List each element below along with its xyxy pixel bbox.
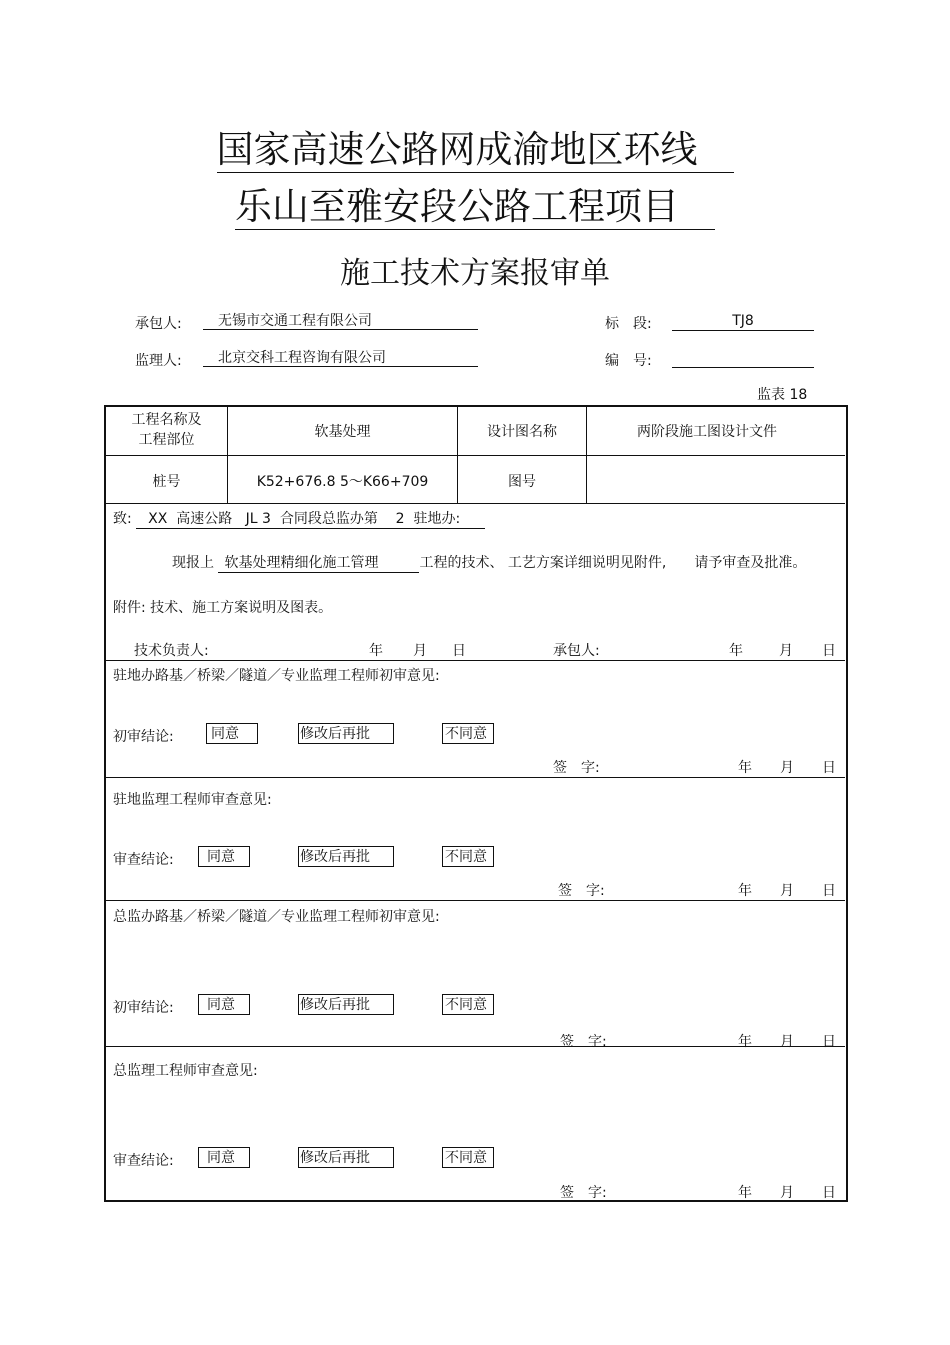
row-divider — [105, 777, 845, 778]
review-3-heading: 总监办路基／桥梁／隧道／专业监理工程师初审意见: — [113, 909, 440, 925]
review-3-conclusion: 初审结论: — [113, 1000, 174, 1016]
row-divider — [105, 503, 845, 504]
review-4-day: 日 — [822, 1185, 836, 1201]
drawing-label: 图号 — [508, 474, 536, 490]
review-2-sign-label: 签 字: — [558, 883, 605, 899]
pile-label: 桩号 — [152, 474, 181, 490]
project-name-label — [106, 410, 227, 450]
section-label: 标 段: — [605, 316, 652, 332]
row-divider — [105, 455, 845, 456]
review-1-conclusion: 初审结论: — [113, 729, 174, 745]
review-3-year: 年 — [738, 1034, 752, 1050]
review-3-disagree-option[interactable]: 不同意 — [442, 994, 494, 1015]
attachment-note: 附件: 技术、施工方案说明及图表。 — [113, 600, 333, 616]
request-body — [172, 552, 806, 573]
review-2-day: 日 — [822, 883, 836, 899]
review-4-disagree-option[interactable]: 不同意 — [442, 1147, 494, 1168]
pile-value: K52+676.8 5～K66+709 — [256, 474, 429, 490]
tech-day: 日 — [452, 643, 466, 659]
review-1-revise-option[interactable]: 修改后再批 — [298, 723, 394, 744]
review-4-sign-label: 签 字: — [560, 1185, 607, 1201]
to-part-a: XX — [148, 511, 168, 527]
addressee-line — [113, 508, 485, 529]
review-4-year: 年 — [738, 1185, 752, 1201]
review-4-revise-option[interactable]: 修改后再批 — [298, 1147, 394, 1168]
design-name-value: 两阶段施工图设计文件 — [637, 424, 777, 440]
review-2-revise-option[interactable]: 修改后再批 — [298, 846, 394, 867]
supervisor-value: 北京交科工程咨询有限公司 — [203, 349, 478, 367]
number-label: 编 号: — [605, 353, 652, 369]
project-name-value: 软基处理 — [314, 424, 371, 440]
review-2-agree-option[interactable]: 同意 — [198, 846, 250, 867]
body-item: 软基处理精细化施工管理 — [218, 552, 419, 573]
review-4-agree-option[interactable]: 同意 — [198, 1147, 250, 1168]
to-part-e: 2 — [395, 511, 405, 527]
review-3-month: 月 — [780, 1034, 794, 1050]
review-1-month: 月 — [780, 760, 794, 776]
to-part-f: 驻地办: — [413, 511, 461, 527]
to-part-c: JL 3 — [245, 511, 271, 527]
tech-lead-label: 技术负责人: — [134, 643, 209, 659]
body-prefix: 现报上 — [172, 555, 214, 571]
review-3-day: 日 — [822, 1034, 836, 1050]
contractor-sign-label: 承包人: — [553, 643, 600, 659]
row-divider — [105, 900, 845, 901]
review-4-month: 月 — [780, 1185, 794, 1201]
section-value: TJ8 — [672, 312, 814, 331]
review-1-sign-label: 签 字: — [553, 760, 600, 776]
contractor-year: 年 — [729, 643, 743, 659]
row-divider — [105, 1046, 845, 1047]
review-2-conclusion: 审查结论: — [113, 852, 174, 868]
to-prefix: 致: — [113, 511, 132, 527]
review-4-heading: 总监理工程师审查意见: — [113, 1063, 258, 1079]
review-4-conclusion: 审查结论: — [113, 1153, 174, 1169]
form-number: 监表 18 — [757, 387, 808, 403]
review-1-day: 日 — [822, 760, 836, 776]
review-2-heading: 驻地监理工程师审查意见: — [113, 792, 272, 808]
supervisor-label: 监理人: — [135, 353, 182, 369]
review-2-disagree-option[interactable]: 不同意 — [442, 846, 494, 867]
title-line-2: 乐山至雅安段公路工程项目 — [0, 185, 950, 230]
row-divider — [105, 660, 845, 661]
review-2-year: 年 — [738, 883, 752, 899]
project-name-label-line2: 工程部位 — [138, 432, 195, 448]
form-subtitle: 施工技术方案报审单 — [340, 256, 610, 291]
review-3-agree-option[interactable]: 同意 — [198, 994, 250, 1015]
to-part-b: 高速公路 — [176, 511, 233, 527]
review-1-agree-option[interactable]: 同意 — [206, 723, 258, 744]
review-2-month: 月 — [780, 883, 794, 899]
contractor-month: 月 — [779, 643, 793, 659]
review-3-sign-label: 签 字: — [560, 1034, 607, 1050]
review-3-revise-option[interactable]: 修改后再批 — [298, 994, 394, 1015]
review-1-heading: 驻地办路基／桥梁／隧道／专业监理工程师初审意见: — [113, 668, 440, 684]
review-1-disagree-option[interactable]: 不同意 — [442, 723, 494, 744]
body-suffix: 工程的技术、 工艺方案详细说明见附件, 请予审查及批准。 — [419, 555, 807, 571]
title-line-1: 国家高速公路网成渝地区环线 — [0, 128, 950, 173]
project-name-label-line1: 工程名称及 — [131, 412, 202, 428]
review-1-year: 年 — [738, 760, 752, 776]
contractor-label: 承包人: — [135, 316, 182, 332]
tech-year: 年 — [369, 643, 383, 659]
number-value — [672, 349, 814, 368]
design-name-label: 设计图名称 — [487, 424, 557, 440]
contractor-day: 日 — [822, 643, 836, 659]
tech-month: 月 — [413, 643, 427, 659]
contractor-value: 无锡市交通工程有限公司 — [203, 312, 478, 330]
to-part-d: 合同段总监办第 — [279, 511, 378, 527]
